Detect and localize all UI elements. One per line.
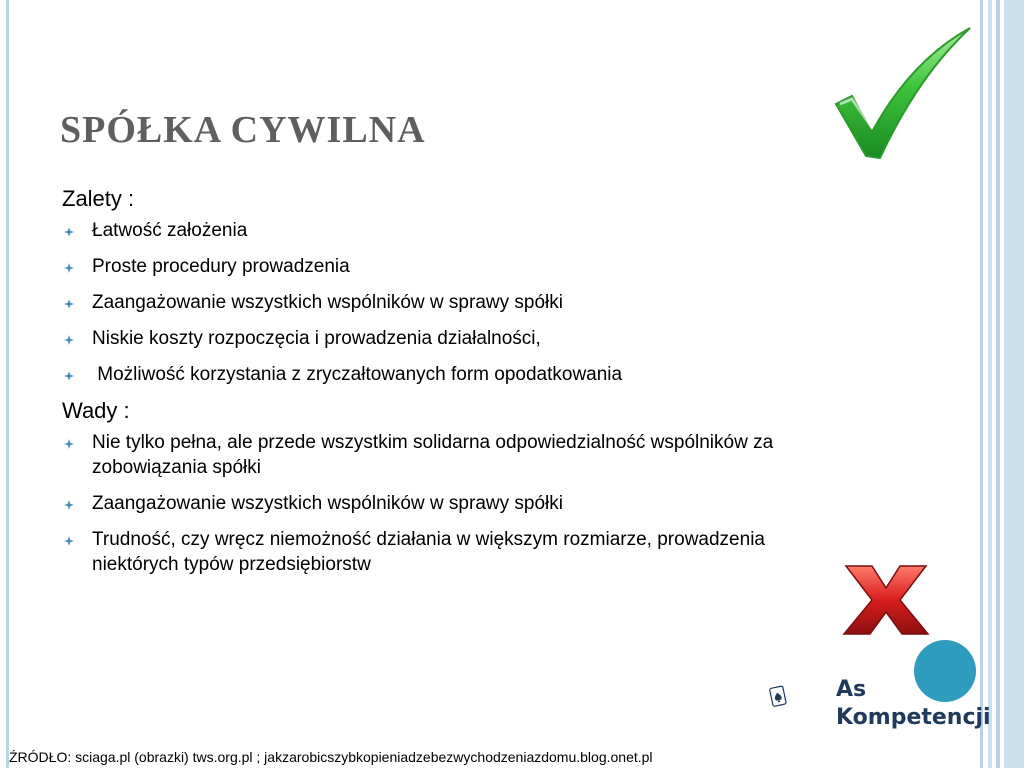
list-item [62,491,892,516]
diamond-bullet-icon [64,299,74,309]
list-item [62,430,892,480]
logo-text [836,676,991,732]
list-item-text: Proste procedury prowadzenia [92,256,350,277]
section-heading-disadvantages: Wady : [62,398,130,423]
diamond-bullet-icon [64,500,74,510]
section-heading-advantages: Zalety : [62,186,135,211]
list-item-text: Trudność, czy wręcz niemożność działania w większym rozmiarze, prowadzenia niektórych typów przedsiębiorstw [92,529,765,575]
slide-content [62,186,922,588]
disadvantages-list [62,430,892,577]
list-item-text: Zaangażowanie wszystkich wspólników w sprawy spółki [92,292,563,313]
list-item [62,527,782,577]
red-x-icon [842,562,930,638]
list-item [62,362,922,387]
green-checkmark-icon [830,24,975,164]
diamond-bullet-icon [64,335,74,345]
list-item-text: Możliwość korzystania z zryczałtowanych form opodatkowania [92,364,623,385]
list-item-text: Niskie koszty rozpoczęcia i prowadzenia działalności, [92,328,541,349]
frame-right-stripes [978,0,1024,768]
list-item [62,218,922,243]
advantages-list [62,218,922,387]
list-item [62,326,922,351]
diamond-bullet-icon [64,439,74,449]
list-item [62,254,922,279]
diamond-bullet-icon [64,227,74,237]
logo-line-as: As [836,677,867,702]
list-item-text: Zaangażowanie wszystkich wspólników w sprawy spółki [92,493,563,514]
diamond-bullet-icon [64,371,74,381]
frame-left-stripe [6,0,9,768]
diamond-bullet-icon [64,263,74,273]
list-item [62,290,922,315]
list-item-text: Nie tylko pełna, ale przede wszystkim solidarna odpowiedzialność wspólników za zobowiązania spółki [92,432,774,478]
slide-title: SPÓŁKA CYWILNA [60,109,426,151]
logo-line-kompetencji: Kompetencji [836,705,991,730]
list-item-text: Łatwość założenia [92,220,248,241]
source-footer: ŹRÓDŁO: sciaga.pl (obrazki) tws.org.pl ; jakzarobicszybkopieniadzebezwychodzeniazdomu.blog.onet.pl [9,749,653,765]
diamond-bullet-icon [64,536,74,546]
card-spade-icon [768,660,838,740]
